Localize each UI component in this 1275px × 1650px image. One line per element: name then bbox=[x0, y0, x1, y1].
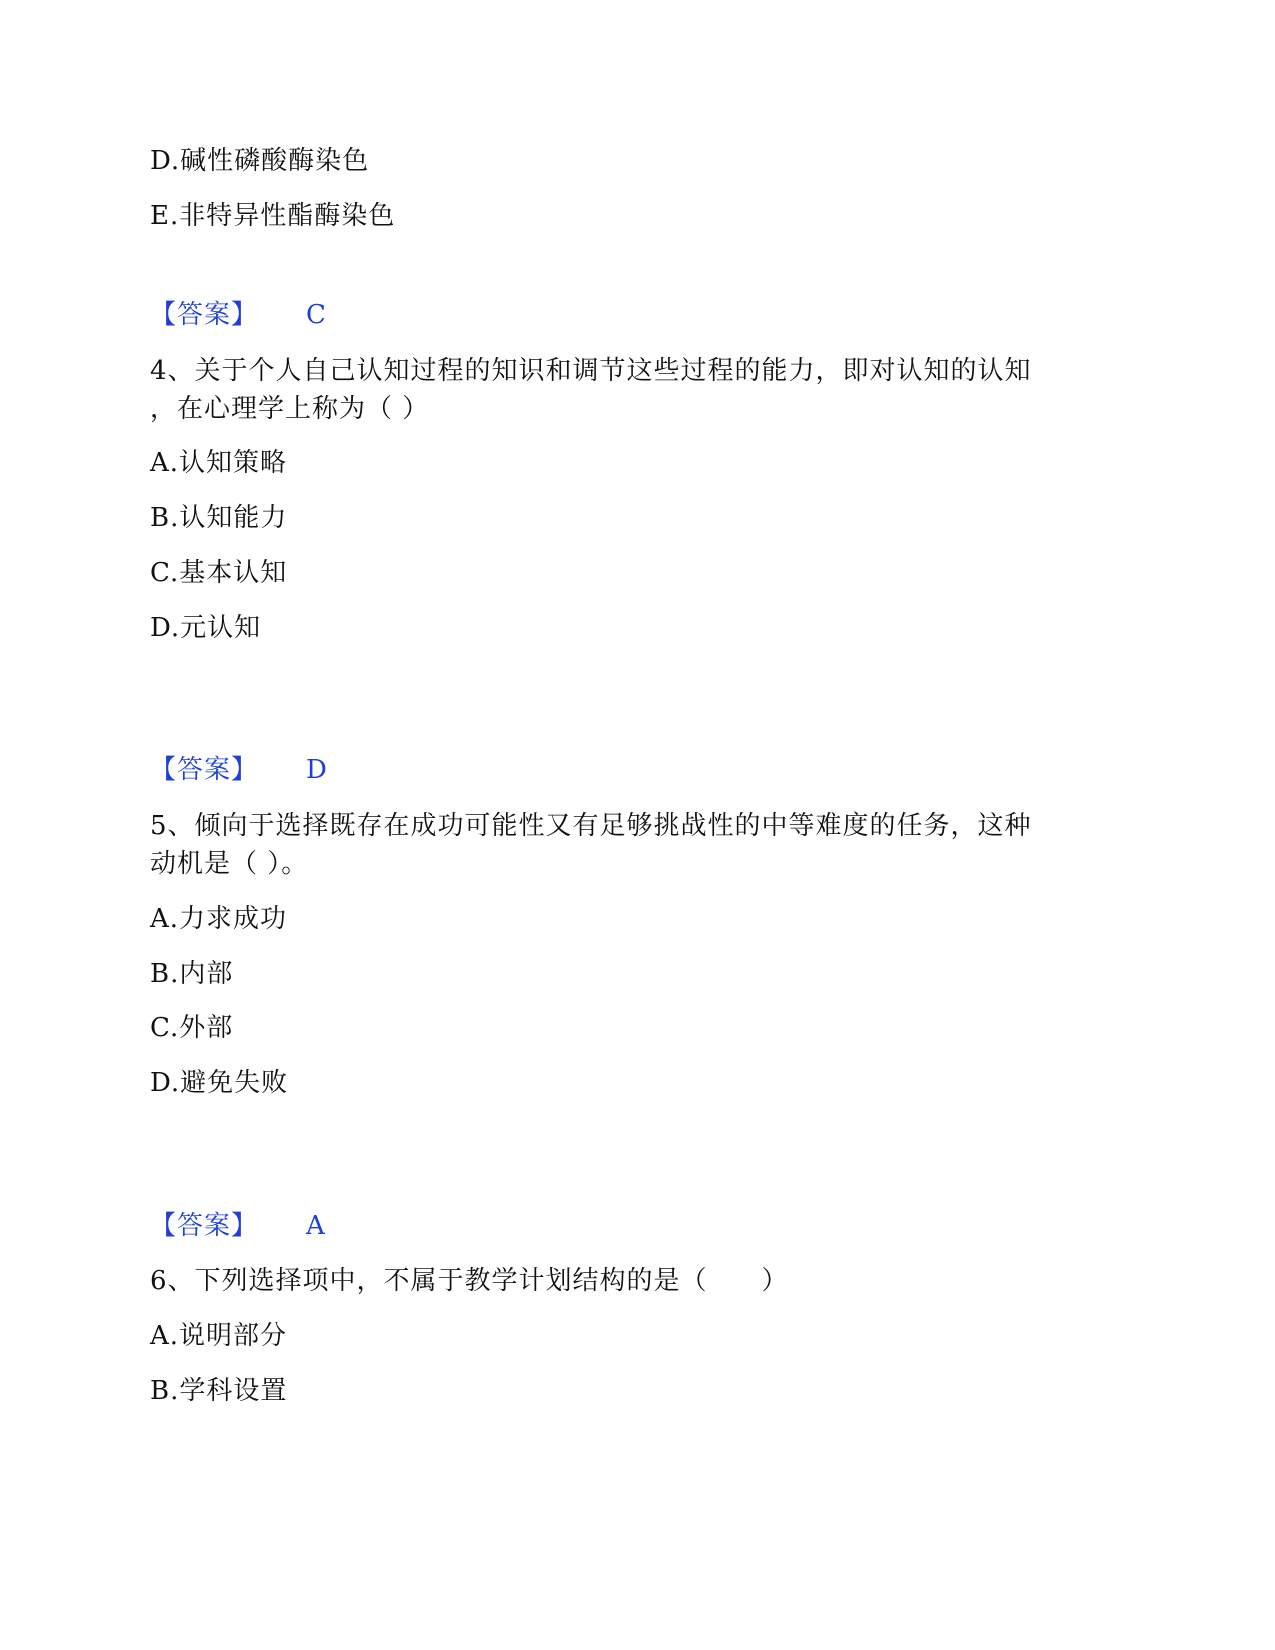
option-d: D.避免失败 bbox=[150, 1068, 289, 1098]
question-5-text-cont: 动机是（ ）。 bbox=[150, 849, 309, 879]
answer-row bbox=[150, 1211, 326, 1241]
question-4-text: 4、关于个人自己认知过程的知识和调节这些过程的能力，即对认知的认知 bbox=[150, 356, 1032, 386]
option-a: A.说明部分 bbox=[150, 1321, 288, 1351]
option-e: E.非特异性酯酶染色 bbox=[150, 201, 396, 231]
option-d: D.元认知 bbox=[150, 613, 262, 643]
answer-label: 【答案】 bbox=[150, 1211, 259, 1241]
answer-value: A bbox=[306, 1211, 326, 1241]
option-b: B.认知能力 bbox=[150, 503, 288, 533]
answer-value: C bbox=[306, 300, 327, 330]
answer-row bbox=[150, 755, 328, 785]
option-b: B.学科设置 bbox=[150, 1376, 288, 1406]
option-d: D.碱性磷酸酶染色 bbox=[150, 146, 370, 176]
answer-label: 【答案】 bbox=[150, 755, 259, 785]
answer-row bbox=[150, 300, 327, 330]
option-a: A.力求成功 bbox=[150, 904, 288, 934]
option-c: C.基本认知 bbox=[150, 558, 288, 588]
question-4-text-cont: ，在心理学上称为（ ） bbox=[150, 394, 430, 424]
question-5-text: 5、倾向于选择既存在成功可能性又有足够挑战性的中等难度的任务，这种 bbox=[150, 811, 1032, 841]
answer-value: D bbox=[306, 755, 328, 785]
option-a: A.认知策略 bbox=[150, 448, 288, 478]
option-b: B.内部 bbox=[150, 959, 234, 989]
answer-label: 【答案】 bbox=[150, 300, 259, 330]
question-6-text: 6、下列选择项中，不属于教学计划结构的是（ ） bbox=[150, 1266, 789, 1296]
option-c: C.外部 bbox=[150, 1013, 234, 1043]
